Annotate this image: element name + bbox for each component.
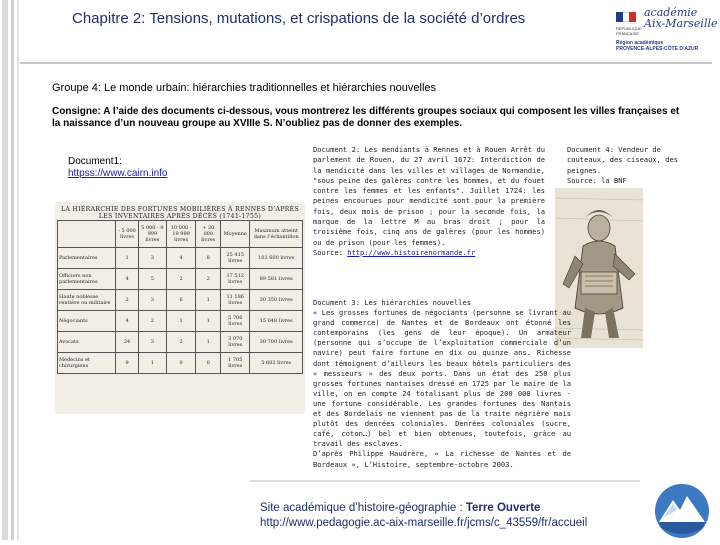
table-cell: 30 350 livres — [250, 290, 303, 311]
table-header-cell: Moyenne — [221, 221, 250, 248]
footer — [260, 501, 587, 531]
academie-label: académie Aix-Marseille — [644, 6, 718, 30]
table-title: LA HIÉRARCHIE DES FORTUNES MOBILIÈRES À RENNES D’APRÈS LES INVENTAIRES APRÈS DÉCÈS (1741-1755) — [60, 206, 299, 220]
table-cell: 25 415 livres — [221, 248, 250, 269]
table-row-label: Haute noblesse rentière ou militaire — [58, 290, 116, 311]
document4-source: Source: la BNF — [567, 175, 627, 185]
table-cell: 1 — [116, 248, 139, 269]
table-cell: 11 186 livres — [221, 290, 250, 311]
table-cell: 1 705 livres — [221, 353, 250, 374]
table-cell: 17 512 livres — [221, 269, 250, 290]
table-row — [58, 248, 303, 269]
left-stripe — [11, 0, 14, 540]
french-flag-icon — [616, 12, 636, 22]
table-cell: 2 — [196, 269, 221, 290]
table-cell: 24 — [116, 332, 139, 353]
table-cell: 3 — [138, 248, 166, 269]
table-cell: 4 — [116, 269, 139, 290]
table-cell: 5 602 livres — [250, 353, 303, 374]
page-title: Chapitre 2: Tensions, mutations, et crispations de la société d’ordres — [72, 10, 526, 27]
table-cell: 1 — [196, 311, 221, 332]
table-header-cell: + 20 000 livres — [196, 221, 221, 248]
document4-text: Document 4: Vendeur de couteaux, des ciseaux, des peignes. — [567, 145, 679, 175]
table-header-cell: - 5 000 livres — [116, 221, 139, 248]
table-row-label: Parlementaires — [58, 248, 116, 269]
table-cell: 1 — [196, 332, 221, 353]
table-cell: 2 — [138, 311, 166, 332]
document1-header — [68, 156, 167, 180]
document2-source-link[interactable]: http://www.histoirenormande.fr — [347, 247, 476, 257]
consigne: Consigne: A l’aide des documents ci-dessous, vous montrerez les différents groupes sociaux qui composent les villes françaises et la naissance d’un nouveau groupe au XVIIIe S. N’oubliez pas de donner des exemples. — [52, 106, 680, 129]
table-cell: 9 — [116, 353, 139, 374]
group-title: Groupe 4: Le monde urbain: hiérarchies traditionnelles et hiérarchies nouvelles — [52, 82, 437, 94]
table-cell: 1 — [138, 353, 166, 374]
header-divider — [20, 62, 712, 64]
table-cell: 89 581 livres — [250, 269, 303, 290]
table-row-label: Officiers non parlementaires — [58, 269, 116, 290]
table-cell: 30 700 livres — [250, 332, 303, 353]
footer-url[interactable]: http://www.pedagogie.ac-aix-marseille.fr/jcms/c_43559/fr/accueil — [260, 517, 588, 529]
left-stripe — [17, 0, 19, 540]
document3-text: « Les grosses fortunes de négociants (personne se livrant au grand commerce) de Nantes et de Bordeaux ont étonné les contemporains (les gens de leur époque). Un armateur (personne qui s’occupe de l’exploitation commerciale d’un navire) peut faire fortune en dix ou quinze ans. Richesse dont témoignent d’ailleurs les beaux hôtels particuliers des « messieurs » des deux ports. Dans un état des 250 plus grosses fortunes nantaises dressé en 1725 par le maire de la ville, on en compte 24 totalisant plus de 200 000 livres - une fortune considérable. Les grandes fortunes des Nantais et des Bordelais ne viennent pas de la traite négrière mais plutôt des denrées coloniales. Denrées coloniales (sucre, café, coton…) bel et bien obtenues, toutefois, grâce au travail des esclaves. — [313, 308, 571, 449]
table-header-cell: 10 000 - 19 999 livres — [166, 221, 196, 248]
table-row — [58, 269, 303, 290]
terre-ouverte-logo-icon — [653, 482, 711, 540]
document4 — [567, 145, 697, 186]
fortunes-table-image — [55, 202, 305, 414]
table-row-label: Avocats — [58, 332, 116, 353]
table-row-label: Médecins et chirurgiens — [58, 353, 116, 374]
table-header-cell: 5 000 - 9 999 livres — [138, 221, 166, 248]
table-row — [58, 332, 303, 353]
table-cell: 2 — [116, 290, 139, 311]
table-cell: 2 — [166, 332, 196, 353]
table-cell: 0 — [166, 353, 196, 374]
table-cell: 5 — [138, 269, 166, 290]
table-cell: 2 — [166, 269, 196, 290]
table-cell: 15 648 livres — [250, 311, 303, 332]
left-stripe — [2, 0, 8, 540]
document2-source-label: Source: — [313, 247, 343, 257]
table-cell: 8 — [196, 248, 221, 269]
table-cell: 5 706 livres — [221, 311, 250, 332]
footer-prefix: Site académique d’histoire-géographie : — [260, 502, 466, 514]
document1-title: Document1: — [68, 156, 122, 167]
academie-logo — [612, 4, 720, 52]
table-header-cell: Maximum atteint dans l’échantillon — [250, 221, 303, 248]
table-cell: 3 — [138, 290, 166, 311]
table-cell: 0 — [196, 353, 221, 374]
document3 — [313, 298, 571, 470]
document3-title: Document 3: Les hiérarchies nouvelles — [313, 298, 472, 307]
table-cell: 1 — [196, 290, 221, 311]
table-cell: 4 — [116, 311, 139, 332]
table-cell: 4 — [166, 248, 196, 269]
table-cell: 1 — [166, 311, 196, 332]
region-label: Région académique PROVENCE-ALPES-CÔTE D’AZUR — [616, 40, 699, 52]
table-header-cell — [58, 221, 116, 248]
document2-text: Document 2: Les mendiants à Rennes et à Rouen Arrêt du parlement de Rouen, du 27 avril 1672: Interdiction de la mendicité dans les villes et villages de Normandie, "sous peine des galères contre les hommes, et du fouet contre les femmes et les enfants". Juillet 1724: les peines encourues pour mendicité sont pour la première fois, deux mois de prison ; pour la seconde fois, la marque de la lettre M au bras droit ; pour la troisième fois, cinq ans de galères (pour les hommes) ou de prison (pour les femmes). — [313, 145, 545, 247]
republique-label: RÉPUBLIQUE FRANÇAISE — [616, 26, 642, 36]
footer-site-name[interactable]: Terre Ouverte — [465, 502, 541, 514]
table-row — [58, 290, 303, 311]
table-cell: 6 — [166, 290, 196, 311]
table-cell: 3 — [138, 332, 166, 353]
footer-divider — [250, 480, 640, 482]
table-cell: 3 070 livres — [221, 332, 250, 353]
table-cell: 102 600 livres — [250, 248, 303, 269]
document1-link[interactable]: httpss://www.cairn.info — [68, 168, 168, 179]
table-row-label: Négociants — [58, 311, 116, 332]
table-row — [58, 311, 303, 332]
fortunes-table — [57, 220, 303, 374]
document3-source: D’après Philippe Haudrère, « La richesse de Nantes et de Bordeaux », L’Histoire, septembre-octobre 2003. — [313, 449, 571, 469]
document2 — [313, 145, 545, 258]
table-row — [58, 353, 303, 374]
